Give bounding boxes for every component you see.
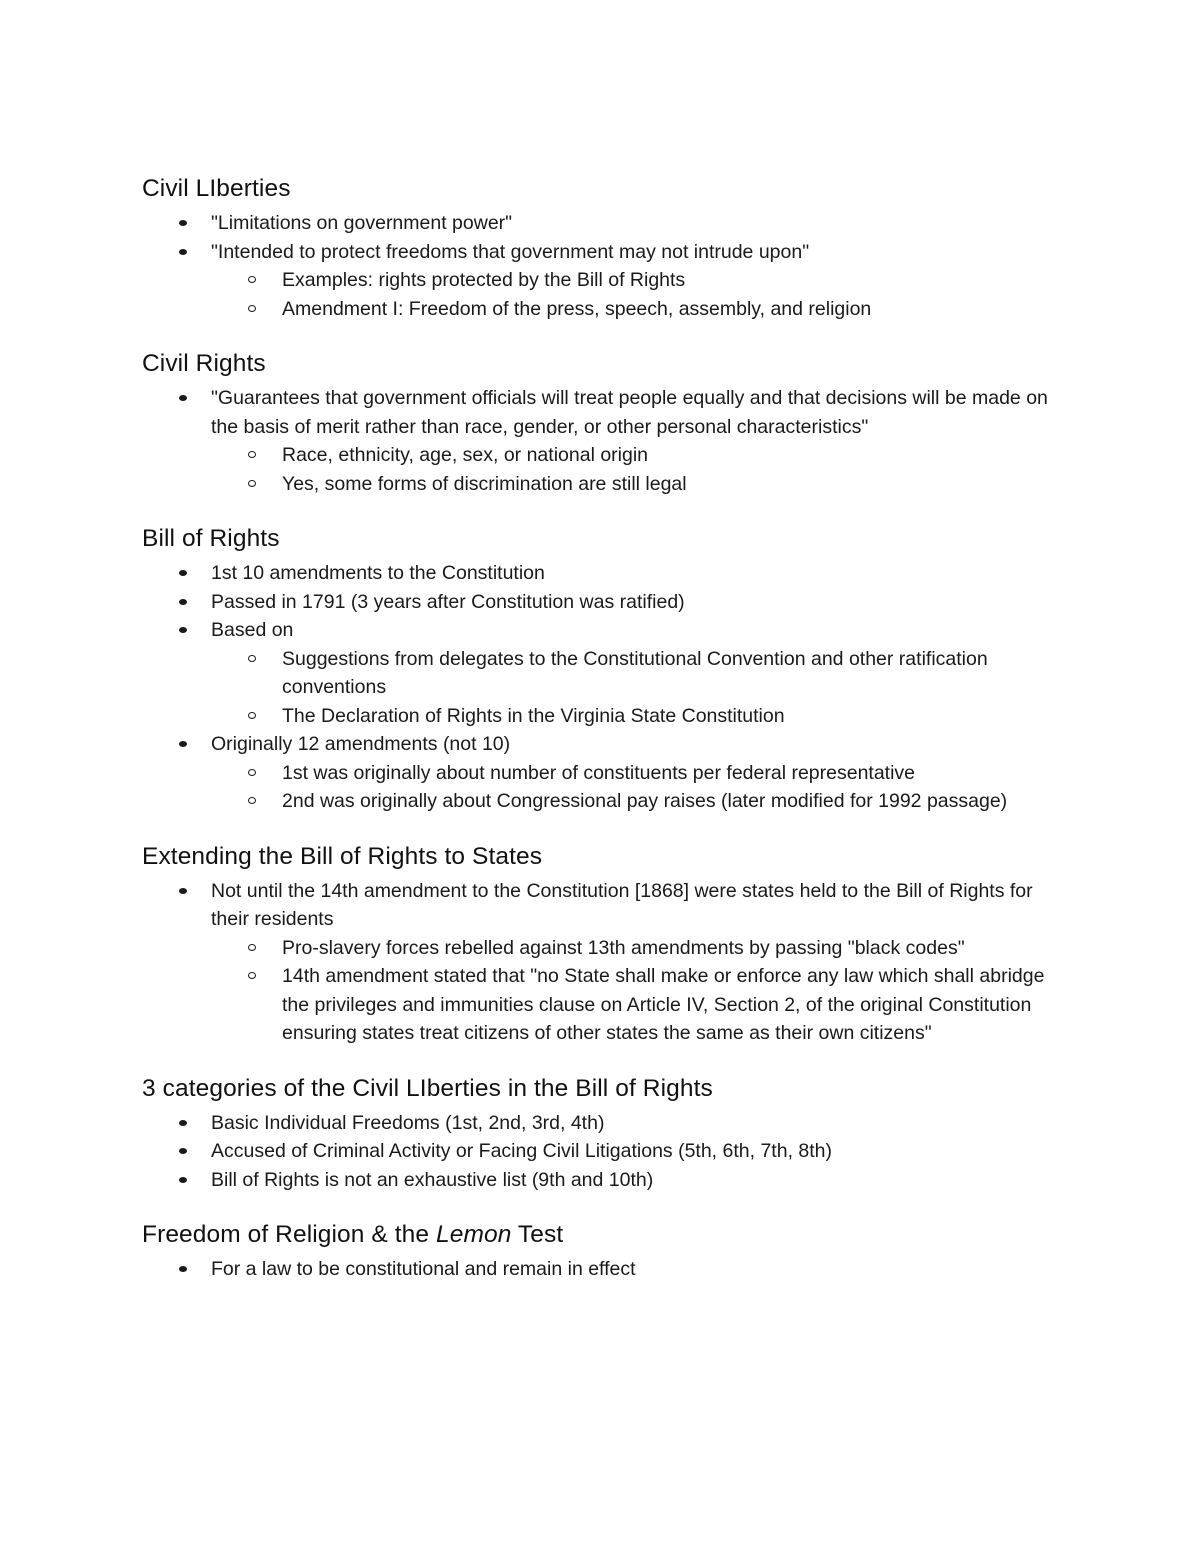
sub-list-item-text: Examples: rights protected by the Bill of Rights	[282, 269, 686, 291]
bullet-circle-icon	[248, 972, 256, 979]
sub-list-item	[211, 962, 1062, 1048]
list-item-text: Accused of Criminal Activity or Facing Civil Litigations (5th, 6th, 7th, 8th)	[211, 1140, 833, 1162]
bullet-circle-icon	[248, 451, 256, 458]
list-item	[142, 1166, 1062, 1195]
bullet-dot-icon	[179, 220, 187, 226]
sub-list-item	[211, 470, 1062, 499]
bullet-list	[142, 384, 1062, 498]
bullet-circle-icon	[248, 769, 256, 776]
list-item-text: Not until the 14th amendment to the Constitution [1868] were states held to the Bill of Rights for their residents	[211, 879, 1033, 930]
sub-list-item	[211, 759, 1062, 788]
section-heading	[142, 1218, 1062, 1252]
bullet-list	[142, 1255, 1062, 1284]
section-heading: Extending the Bill of Rights to States	[142, 842, 543, 870]
section-heading: Civil Rights	[142, 350, 266, 377]
sub-list-item-text: Race, ethnicity, age, sex, or national origin	[282, 444, 649, 466]
sub-list-item-text: 2nd was originally about Congressional pay raises (later modified for 1992 passage)	[282, 790, 1008, 812]
heading-text: Test	[511, 1221, 564, 1248]
bullet-circle-icon	[248, 712, 256, 719]
section-heading: Civil LIberties	[142, 175, 291, 202]
list-item	[142, 1255, 1062, 1284]
sub-list-item-text: Yes, some forms of discrimination are still legal	[282, 472, 687, 495]
bullet-dot-icon	[179, 1266, 187, 1272]
list-item-text: "Limitations on government power"	[211, 212, 513, 234]
list-item	[142, 238, 1062, 324]
list-item	[142, 384, 1062, 498]
section-civil-rights	[142, 347, 1062, 498]
sub-bullet-list	[211, 441, 1062, 498]
list-item	[142, 1109, 1062, 1138]
bullet-circle-icon	[248, 480, 256, 487]
bullet-dot-icon	[179, 1177, 187, 1183]
bullet-list	[142, 559, 1062, 816]
sub-list-item-text: 1st was originally about number of constituents per federal representative	[282, 761, 916, 784]
section-three-categories	[142, 1072, 1062, 1195]
list-item-text: "Intended to protect freedoms that government may not intrude upon"	[211, 240, 810, 263]
heading-italic-text: Lemon	[436, 1221, 512, 1248]
list-item	[142, 877, 1062, 1048]
list-item-text: 1st 10 amendments to the Constitution	[211, 562, 545, 584]
sub-list-item	[211, 702, 1062, 731]
section-heading: 3 categories of the Civil LIberties in the Bill of Rights	[142, 1074, 713, 1102]
sub-bullet-list	[211, 934, 1062, 1048]
list-item	[142, 616, 1062, 730]
list-item	[142, 730, 1062, 816]
list-item-text: Passed in 1791 (3 years after Constitution was ratified)	[211, 590, 685, 613]
bullet-circle-icon	[248, 655, 256, 662]
list-item-text: "Guarantees that government officials will treat people equally and that decisions will be made on the basis of merit rather than race, gender, or other personal characteristics"	[211, 387, 1048, 438]
sub-bullet-list	[211, 645, 1062, 731]
bullet-dot-icon	[179, 888, 187, 894]
sub-list-item-text: 14th amendment stated that "no State shall make or enforce any law which shall abridge the privileges and immunities clause on Article IV, Section 2, of the original Constitution ensuring states treat citizens of other states the same as their own citizens"	[282, 965, 1045, 1044]
list-item	[142, 209, 1062, 238]
list-item-text: Basic Individual Freedoms (1st, 2nd, 3rd, 4th)	[211, 1111, 605, 1134]
sub-list-item-text: Suggestions from delegates to the Constitutional Convention and other ratification conventions	[282, 647, 988, 698]
bullet-list	[142, 877, 1062, 1048]
list-item-text: For a law to be constitutional and remain in effect	[211, 1258, 636, 1280]
document-body	[142, 172, 1062, 1284]
sub-list-item	[211, 295, 1062, 324]
list-item-text: Based on	[211, 619, 294, 641]
list-item	[142, 559, 1062, 588]
section-extending-bill-of-rights	[142, 840, 1062, 1048]
sub-list-item	[211, 787, 1062, 816]
bullet-dot-icon	[179, 599, 187, 605]
sub-list-item	[211, 266, 1062, 295]
section-bill-of-rights	[142, 522, 1062, 816]
sub-list-item-text: Pro-slavery forces rebelled against 13th amendments by passing "black codes"	[282, 936, 965, 959]
list-item	[142, 588, 1062, 617]
section-heading: Bill of Rights	[142, 525, 280, 552]
section-freedom-of-religion	[142, 1218, 1062, 1284]
sub-list-item	[211, 645, 1062, 702]
bullet-circle-icon	[248, 797, 256, 804]
bullet-dot-icon	[179, 249, 187, 255]
bullet-dot-icon	[179, 1148, 187, 1154]
bullet-list	[142, 209, 1062, 323]
list-item-text: Originally 12 amendments (not 10)	[211, 733, 511, 755]
sub-list-item-text: Amendment I: Freedom of the press, speech, assembly, and religion	[282, 297, 872, 320]
sub-bullet-list	[211, 759, 1062, 816]
sub-list-item-text: The Declaration of Rights in the Virginia State Constitution	[282, 704, 785, 727]
bullet-dot-icon	[179, 1120, 187, 1126]
bullet-circle-icon	[248, 276, 256, 283]
bullet-circle-icon	[248, 305, 256, 312]
bullet-list	[142, 1109, 1062, 1195]
heading-text: Freedom of Religion & the	[142, 1221, 437, 1248]
bullet-circle-icon	[248, 944, 256, 951]
sub-list-item	[211, 441, 1062, 470]
list-item	[142, 1137, 1062, 1166]
bullet-dot-icon	[179, 570, 187, 576]
sub-bullet-list	[211, 266, 1062, 323]
sub-list-item	[211, 934, 1062, 963]
bullet-dot-icon	[179, 627, 187, 633]
list-item-text: Bill of Rights is not an exhaustive list (9th and 10th)	[211, 1168, 654, 1191]
section-civil-liberties	[142, 172, 1062, 323]
bullet-dot-icon	[179, 395, 187, 401]
bullet-dot-icon	[179, 741, 187, 747]
